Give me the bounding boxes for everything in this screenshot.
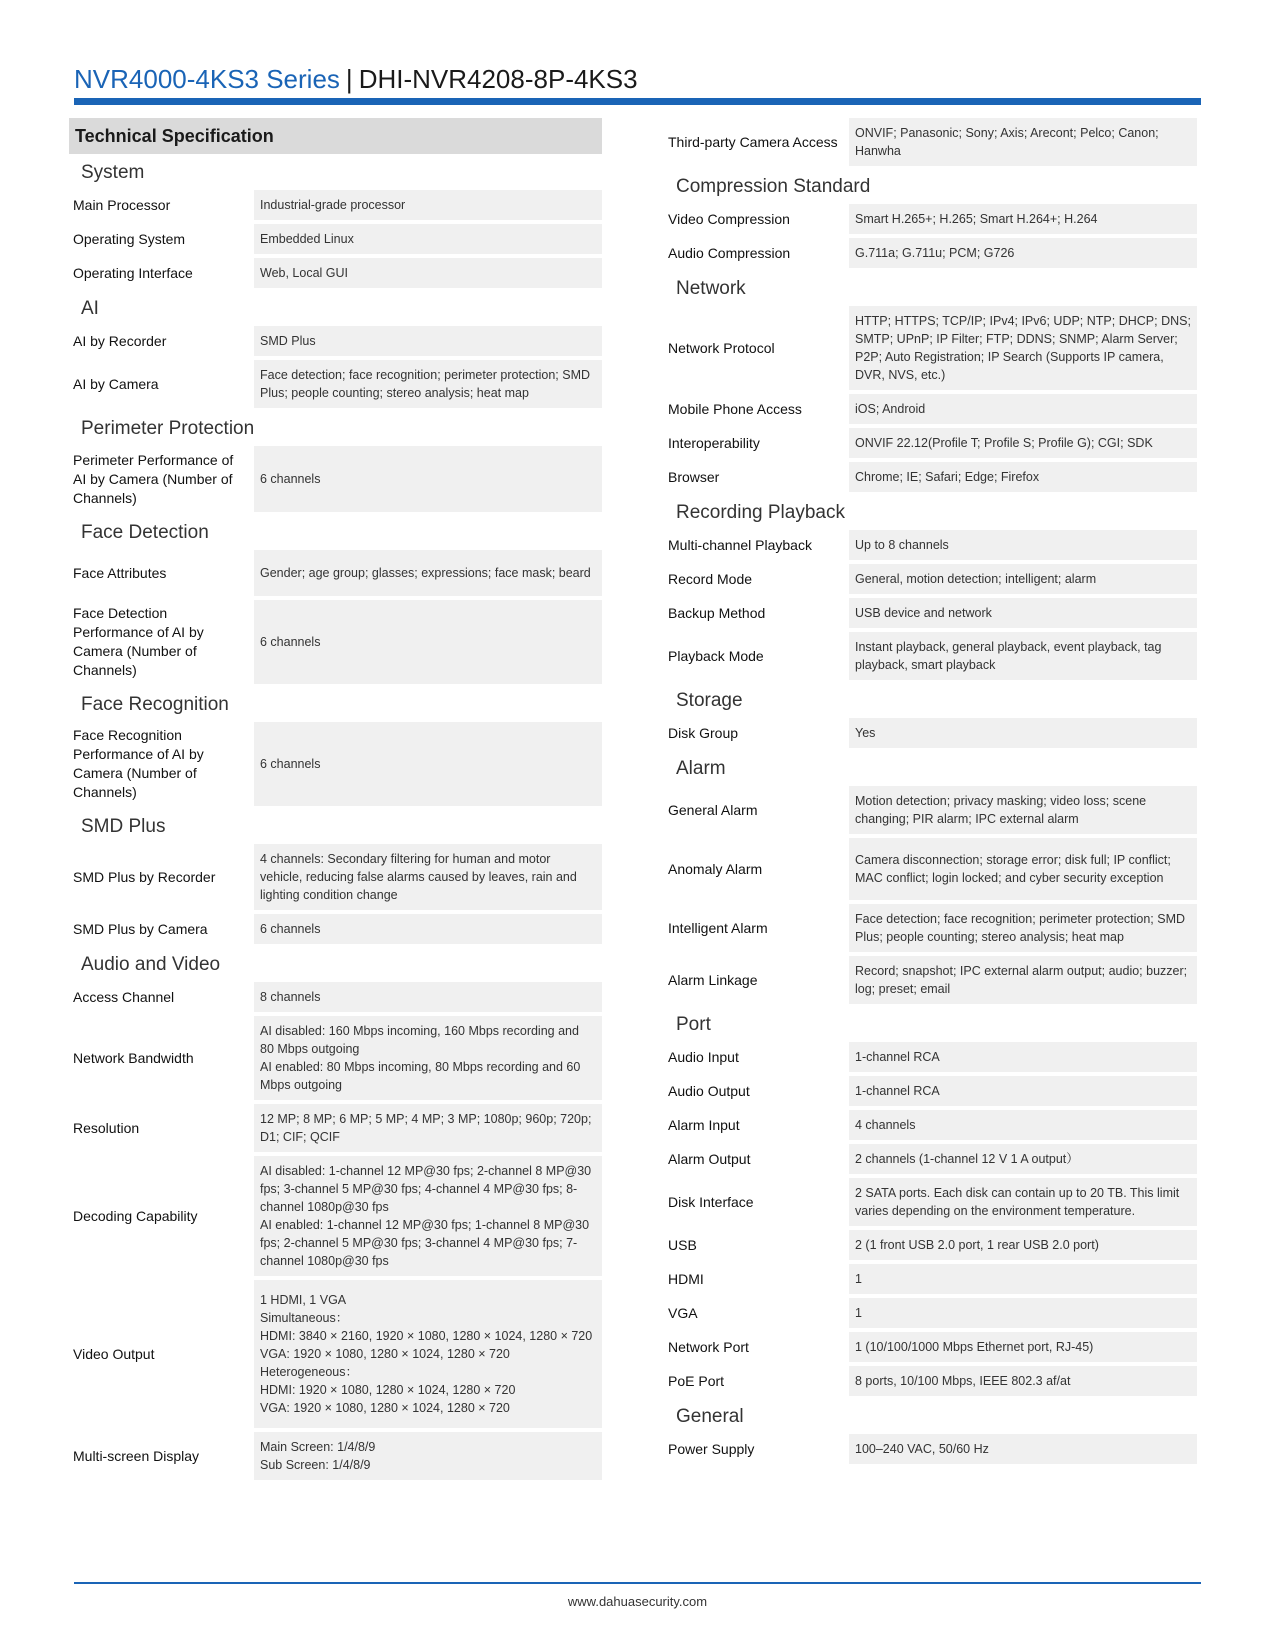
spec-value: HTTP; HTTPS; TCP/IP; IPv4; IPv6; UDP; NTP; DHCP; DNS; SMTP; UPnP; IP Filter; FTP; DDNS; SNMP; Alarm Server; P2P; Auto Registration; IP Search (Supports IP camera, DVR, NVS, etc.): [849, 306, 1197, 390]
spec-label: Audio Input: [664, 1042, 845, 1072]
spec-label: Video Output: [69, 1280, 250, 1428]
spec-value: AI disabled: 1-channel 12 MP@30 fps; 2-channel 8 MP@30 fps; 3-channel 5 MP@30 fps; 4-channel 4 MP@30 fps; 8-channel 1080p@30 fps AI enabled: 1-channel 12 MP@30 fps; 1-channel 8 MP@30 fps; 2-channel 5 MP@30 fps; 3-channel 4 MP@30 fps; 7-channel 1080p@30 fps: [254, 1156, 602, 1276]
spec-row-alarm-input: [664, 1110, 1197, 1140]
left-sections: [69, 156, 602, 1480]
spec-row-face-attributes: [69, 550, 602, 596]
spec-label: Power Supply: [664, 1434, 845, 1464]
spec-row-operating-system: [69, 224, 602, 254]
spec-row-vga: [664, 1298, 1197, 1328]
spec-row-backup-method: [664, 598, 1197, 628]
spec-value: Face detection; face recognition; perimeter protection; SMD Plus; people counting; stereo analysis; heat map: [849, 904, 1197, 952]
spec-value: 6 channels: [254, 600, 602, 684]
spec-value: 1-channel RCA: [849, 1042, 1197, 1072]
spec-label: Interoperability: [664, 428, 845, 458]
right-sections: [664, 118, 1197, 1464]
spec-value: ONVIF; Panasonic; Sony; Axis; Arecont; Pelco; Canon; Hanwha: [849, 118, 1197, 166]
spec-value: Yes: [849, 718, 1197, 748]
spec-row-video-output: [69, 1280, 602, 1428]
spec-label: Video Compression: [664, 204, 845, 234]
spec-label: Record Mode: [664, 564, 845, 594]
spec-row-access-channel: [69, 982, 602, 1012]
spec-label: Backup Method: [664, 598, 845, 628]
section-title-compression-standard: Compression Standard: [676, 176, 871, 197]
spec-value: ONVIF 22.12(Profile T; Profile S; Profile G); CGI; SDK: [849, 428, 1197, 458]
spec-row-disk-interface: [664, 1178, 1197, 1226]
spec-label: HDMI: [664, 1264, 845, 1294]
section-title-perimeter-protection: Perimeter Protection: [81, 418, 255, 439]
spec-label: Face Recognition Performance of AI by Camera (Number of Channels): [69, 722, 250, 806]
spec-row-smd-plus-by-recorder: [69, 844, 602, 910]
spec-label: SMD Plus by Recorder: [69, 844, 250, 910]
spec-label: Audio Compression: [664, 238, 845, 268]
section-title-storage: Storage: [676, 690, 743, 711]
spec-value: 12 MP; 8 MP; 6 MP; 5 MP; 4 MP; 3 MP; 1080p; 960p; 720p; D1; CIF; QCIF: [254, 1104, 602, 1152]
model-name: DHI-NVR4208-8P-4KS3: [358, 64, 638, 94]
spec-value: Face detection; face recognition; perimeter protection; SMD Plus; people counting; stereo analysis; heat map: [254, 360, 602, 408]
spec-label: Alarm Input: [664, 1110, 845, 1140]
spec-row-network-bandwidth: [69, 1016, 602, 1100]
spec-value: Smart H.265+; H.265; Smart H.264+; H.264: [849, 204, 1197, 234]
spec-row-power-supply: [664, 1434, 1197, 1464]
spec-value: 8 ports, 10/100 Mbps, IEEE 802.3 af/at: [849, 1366, 1197, 1396]
spec-row-browser: [664, 462, 1197, 492]
spec-value: Camera disconnection; storage error; disk full; IP conflict; MAC conflict; login locked; and cyber security exception: [849, 838, 1197, 900]
spec-row-network-protocol: [664, 306, 1197, 390]
section-title-smd-plus: SMD Plus: [81, 816, 166, 837]
spec-row-mobile-phone-access: [664, 394, 1197, 424]
spec-value: 2 (1 front USB 2.0 port, 1 rear USB 2.0 port): [849, 1230, 1197, 1260]
spec-label: Resolution: [69, 1104, 250, 1152]
spec-value: Up to 8 channels: [849, 530, 1197, 560]
spec-row-intelligent-alarm: [664, 904, 1197, 952]
spec-label: USB: [664, 1230, 845, 1260]
spec-row-decoding-capability: [69, 1156, 602, 1276]
section-title-audio-and-video: Audio and Video: [81, 954, 221, 975]
spec-value: General, motion detection; intelligent; alarm: [849, 564, 1197, 594]
spec-row-audio-output: [664, 1076, 1197, 1106]
section-title-system: System: [81, 162, 145, 183]
spec-value: USB device and network: [849, 598, 1197, 628]
spec-row-audio-input: [664, 1042, 1197, 1072]
spec-value: 6 channels: [254, 722, 602, 806]
spec-label: Alarm Output: [664, 1144, 845, 1174]
spec-value: 6 channels: [254, 914, 602, 944]
spec-row-operating-interface: [69, 258, 602, 288]
spec-row-face-recognition-performance-of-ai-by-camera-number-of-channels: [69, 722, 602, 806]
spec-value: Main Screen: 1/4/8/9 Sub Screen: 1/4/8/9: [254, 1432, 602, 1480]
spec-row-hdmi: [664, 1264, 1197, 1294]
footer-website: www.dahuasecurity.com: [567, 1594, 708, 1609]
spec-row-multi-channel-playback: [664, 530, 1197, 560]
spec-row-face-detection-performance-of-ai-by-camera-number-of-channels: [69, 600, 602, 684]
spec-label: VGA: [664, 1298, 845, 1328]
spec-value: iOS; Android: [849, 394, 1197, 424]
spec-label: Disk Group: [664, 718, 845, 748]
spec-value: Instant playback, general playback, event playback, tag playback, smart playback: [849, 632, 1197, 680]
spec-value: Embedded Linux: [254, 224, 602, 254]
spec-row-record-mode: [664, 564, 1197, 594]
spec-row-multi-screen-display: [69, 1432, 602, 1480]
spec-label: Decoding Capability: [69, 1156, 250, 1276]
spec-value: 2 channels (1-channel 12 V 1 A output）: [849, 1144, 1197, 1174]
document-title: [74, 62, 638, 96]
spec-value: Chrome; IE; Safari; Edge; Firefox: [849, 462, 1197, 492]
spec-label: SMD Plus by Camera: [69, 914, 250, 944]
spec-label: Network Bandwidth: [69, 1016, 250, 1100]
spec-label: AI by Camera: [69, 360, 250, 408]
spec-value: 1: [849, 1298, 1197, 1328]
spec-value: 6 channels: [254, 446, 602, 512]
section-title-ai: AI: [81, 298, 99, 319]
section-title-general: General: [676, 1406, 744, 1427]
spec-column-right: [664, 118, 1197, 1468]
spec-row-smd-plus-by-camera: [69, 914, 602, 944]
spec-column-left: [69, 118, 602, 1484]
section-title-port: Port: [676, 1014, 711, 1035]
spec-label: Face Detection Performance of AI by Camera (Number of Channels): [69, 600, 250, 684]
spec-value: Web, Local GUI: [254, 258, 602, 288]
spec-label: Mobile Phone Access: [664, 394, 845, 424]
spec-label: Network Port: [664, 1332, 845, 1362]
spec-value: 1-channel RCA: [849, 1076, 1197, 1106]
spec-label: Operating System: [69, 224, 250, 254]
spec-value: 8 channels: [254, 982, 602, 1012]
spec-label: Perimeter Performance of AI by Camera (Number of Channels): [69, 446, 250, 512]
spec-row-alarm-output: [664, 1144, 1197, 1174]
series-name: NVR4000-4KS3 Series: [74, 64, 340, 94]
spec-value: 4 channels: [849, 1110, 1197, 1140]
spec-value: 1 HDMI, 1 VGA Simultaneous： HDMI: 3840 × 2160, 1920 × 1080, 1280 × 1024, 1280 × 720 VGA: 1920 × 1080, 1280 × 1024, 1280 × 720 Heterogeneous： HDMI: 1920 × 1080, 1280 × 1024, 1280 × 720 VGA: 1920 × 1080, 1280 × 1024, 1280 × 720: [254, 1280, 602, 1428]
spec-label: Anomaly Alarm: [664, 838, 845, 900]
spec-label: Operating Interface: [69, 258, 250, 288]
section-title-alarm: Alarm: [676, 758, 726, 779]
spec-label: Browser: [664, 462, 845, 492]
spec-row-anomaly-alarm: [664, 838, 1197, 900]
spec-row-playback-mode: [664, 632, 1197, 680]
footer-rule: [74, 1582, 1201, 1584]
spec-row-ai-by-recorder: [69, 326, 602, 356]
section-title-face-detection: Face Detection: [81, 522, 209, 543]
spec-value: G.711a; G.711u; PCM; G726: [849, 238, 1197, 268]
spec-row-third-party-camera-access: [664, 118, 1197, 166]
title-separator: |: [345, 64, 353, 94]
spec-value: 2 SATA ports. Each disk can contain up to 20 TB. This limit varies depending on the environment temperature.: [849, 1178, 1197, 1226]
spec-label: AI by Recorder: [69, 326, 250, 356]
header-rule: [74, 98, 1201, 105]
spec-row-main-processor: [69, 190, 602, 220]
spec-row-poe-port: [664, 1366, 1197, 1396]
section-title-face-recognition: Face Recognition: [81, 694, 229, 715]
spec-row-perimeter-performance-of-ai-by-camera-number-of-channels: [69, 446, 602, 512]
spec-row-interoperability: [664, 428, 1197, 458]
spec-row-audio-compression: [664, 238, 1197, 268]
spec-value: Industrial-grade processor: [254, 190, 602, 220]
spec-row-ai-by-camera: [69, 360, 602, 408]
spec-row-alarm-linkage: [664, 956, 1197, 1004]
spec-value: 100–240 VAC, 50/60 Hz: [849, 1434, 1197, 1464]
technical-specification-heading: Technical Specification: [69, 118, 602, 154]
spec-value: 4 channels: Secondary filtering for human and motor vehicle, reducing false alarms caused by leaves, rain and lighting condition change: [254, 844, 602, 910]
spec-value: AI disabled: 160 Mbps incoming, 160 Mbps recording and 80 Mbps outgoing AI enabled: 80 Mbps incoming, 80 Mbps recording and 60 Mbps outgoing: [254, 1016, 602, 1100]
spec-value: Motion detection; privacy masking; video loss; scene changing; PIR alarm; IPC external alarm: [849, 786, 1197, 834]
spec-label: Playback Mode: [664, 632, 845, 680]
spec-row-resolution: [69, 1104, 602, 1152]
spec-label: Face Attributes: [69, 550, 250, 596]
spec-label: Alarm Linkage: [664, 956, 845, 1004]
spec-label: Intelligent Alarm: [664, 904, 845, 952]
spec-label: Access Channel: [69, 982, 250, 1012]
spec-row-disk-group: [664, 718, 1197, 748]
section-title-network: Network: [676, 278, 746, 299]
spec-value: 1: [849, 1264, 1197, 1294]
spec-label: Main Processor: [69, 190, 250, 220]
spec-label: Audio Output: [664, 1076, 845, 1106]
spec-label: PoE Port: [664, 1366, 845, 1396]
spec-row-network-port: [664, 1332, 1197, 1362]
spec-label: Multi-screen Display: [69, 1432, 250, 1480]
spec-label: Network Protocol: [664, 306, 845, 390]
spec-row-video-compression: [664, 204, 1197, 234]
spec-value: SMD Plus: [254, 326, 602, 356]
spec-value: Gender; age group; glasses; expressions; face mask; beard: [254, 550, 602, 596]
spec-label: General Alarm: [664, 786, 845, 834]
spec-value: 1 (10/100/1000 Mbps Ethernet port, RJ-45): [849, 1332, 1197, 1362]
spec-label: Disk Interface: [664, 1178, 845, 1226]
spec-label: Multi-channel Playback: [664, 530, 845, 560]
spec-label: Third-party Camera Access: [664, 118, 845, 166]
spec-value: Record; snapshot; IPC external alarm output; audio; buzzer; log; preset; email: [849, 956, 1197, 1004]
section-title-recording-playback: Recording Playback: [676, 502, 845, 523]
spec-row-usb: [664, 1230, 1197, 1260]
spec-row-general-alarm: [664, 786, 1197, 834]
